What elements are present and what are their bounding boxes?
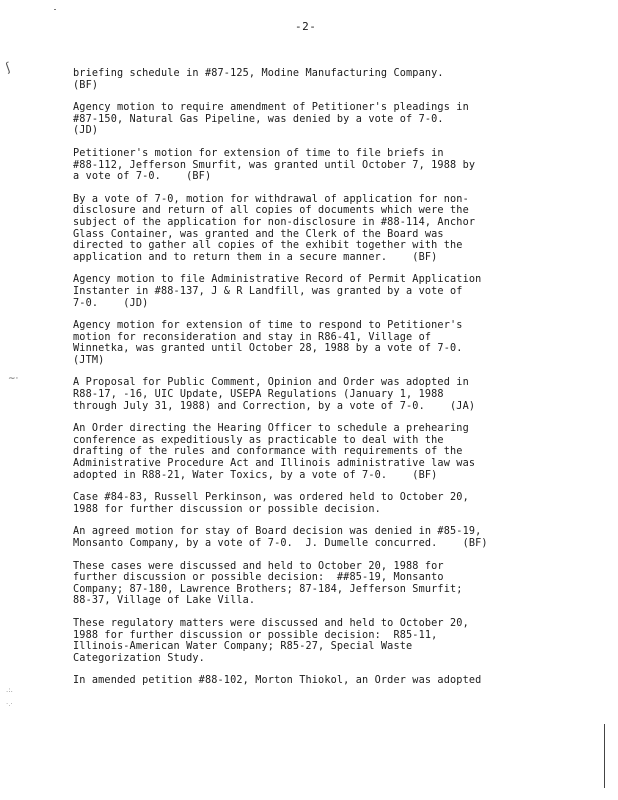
text-line: #87-150, Natural Gas Pipeline, was denied by a vote of 7-0. [73, 113, 444, 125]
text-line: Glass Container, was granted and the Clerk of the Board was [73, 228, 444, 240]
margin-mark: ~· [8, 374, 19, 384]
text-line: Petitioner's motion for extension of time to file briefs in [73, 147, 444, 159]
text-line: directed to gather all copies of the exhibit together with the [73, 240, 463, 252]
text-line: conference as expeditiously as practicable to deal with the [73, 434, 444, 446]
paragraph [73, 68, 553, 91]
text-line: Company; 87-180, Lawrence Brothers; 87-184, Jefferson Smurfit; [73, 583, 463, 595]
text-line: further discussion or possible decision: ##85-19, Monsanto [73, 572, 444, 584]
text-line: Administrative Procedure Act and Illinois administrative law was [73, 458, 476, 470]
text-line: application and to return them in a secure manner. (BF) [73, 251, 438, 263]
text-line: Monsanto Company, by a vote of 7-0. J. Dumelle concurred. (BF) [73, 538, 488, 549]
text-line: 1988 for further discussion or possible decision: R85-11, [73, 629, 438, 641]
text-line: An Order directing the Hearing Officer to schedule a prehearing [73, 423, 469, 435]
paragraph [73, 561, 553, 607]
text-line: Case #84-83, Russell Perkinson, was ordered held to October 20, [73, 492, 469, 504]
text-line: R88-17, -16, UIC Update, USEPA Regulations (January 1, 1988 [73, 389, 444, 401]
text-line: By a vote of 7-0, motion for withdrawal of application for non- [73, 193, 469, 205]
text-line: Agency motion to require amendment of Petitioner's pleadings in [73, 102, 469, 114]
margin-mark: ·.· [6, 700, 13, 708]
paragraph [73, 423, 553, 481]
paragraph [73, 675, 553, 687]
paragraph [73, 377, 553, 412]
paragraph [73, 492, 553, 515]
text-line: a vote of 7-0. (BF) [73, 171, 212, 183]
text-line: Instanter in #88-137, J & R Landfill, was granted by a vote of [73, 285, 463, 297]
text-line: Winnetka, was granted until October 28, 1988 by a vote of 7-0. [73, 343, 463, 355]
text-line: A Proposal for Public Comment, Opinion and Order was adopted in [73, 377, 469, 389]
text-line: subject of the application for non-disclosure in #88-114, Anchor [73, 216, 476, 228]
text-line: In amended petition #88-102, Morton Thiokol, an Order was adopted [73, 675, 482, 687]
text-line: These cases were discussed and held to October 20, 1988 for [73, 560, 444, 572]
margin-rule [604, 724, 605, 788]
text-line: 7-0. (JD) [73, 297, 149, 309]
text-line: Illinois-American Water Company; R85-27, Special Waste [73, 641, 413, 653]
paragraph [73, 526, 553, 549]
text-line: These regulatory matters were discussed and held to October 20, [73, 617, 469, 629]
margin-mark: .:. [6, 686, 13, 694]
paragraph [73, 194, 553, 264]
document-body [73, 68, 553, 698]
text-line: disclosure and return of all copies of documents which were the [73, 205, 469, 217]
paragraph [73, 618, 553, 664]
paragraph [73, 320, 553, 366]
page-number: -2- [295, 20, 317, 33]
text-line: Categorization Study. [73, 652, 205, 664]
text-line: Agency motion for extension of time to respond to Petitioner's [73, 320, 463, 332]
text-line: 1988 for further discussion or possible decision. [73, 503, 381, 515]
text-line: (BF) [73, 79, 99, 91]
text-line: adopted in R88-21, Water Toxics, by a vote of 7-0. (BF) [73, 469, 438, 481]
text-line: An agreed motion for stay of Board decision was denied in #85-19, [73, 526, 482, 538]
text-line: 88-37, Village of Lake Villa. [73, 595, 256, 607]
paragraph [73, 274, 553, 309]
text-line: briefing schedule in #87-125, Modine Manufacturing Company. [73, 68, 444, 79]
scan-speck [54, 9, 56, 10]
paragraph [73, 148, 553, 183]
text-line: (JTM) [73, 354, 105, 366]
text-line: #88-112, Jefferson Smurfit, was granted until October 7, 1988 by [73, 159, 476, 171]
text-line: (JD) [73, 125, 99, 137]
text-line: motion for reconsideration and stay in R86-41, Village of [73, 331, 432, 343]
margin-mark: ʃ [3, 59, 13, 75]
text-line: drafting of the rules and conformance with requirements of the [73, 446, 463, 458]
text-line: through July 31, 1988) and Correction, by a vote of 7-0. (JA) [73, 400, 476, 412]
paragraph [73, 102, 553, 137]
text-line: Agency motion to file Administrative Record of Permit Application [73, 274, 482, 286]
